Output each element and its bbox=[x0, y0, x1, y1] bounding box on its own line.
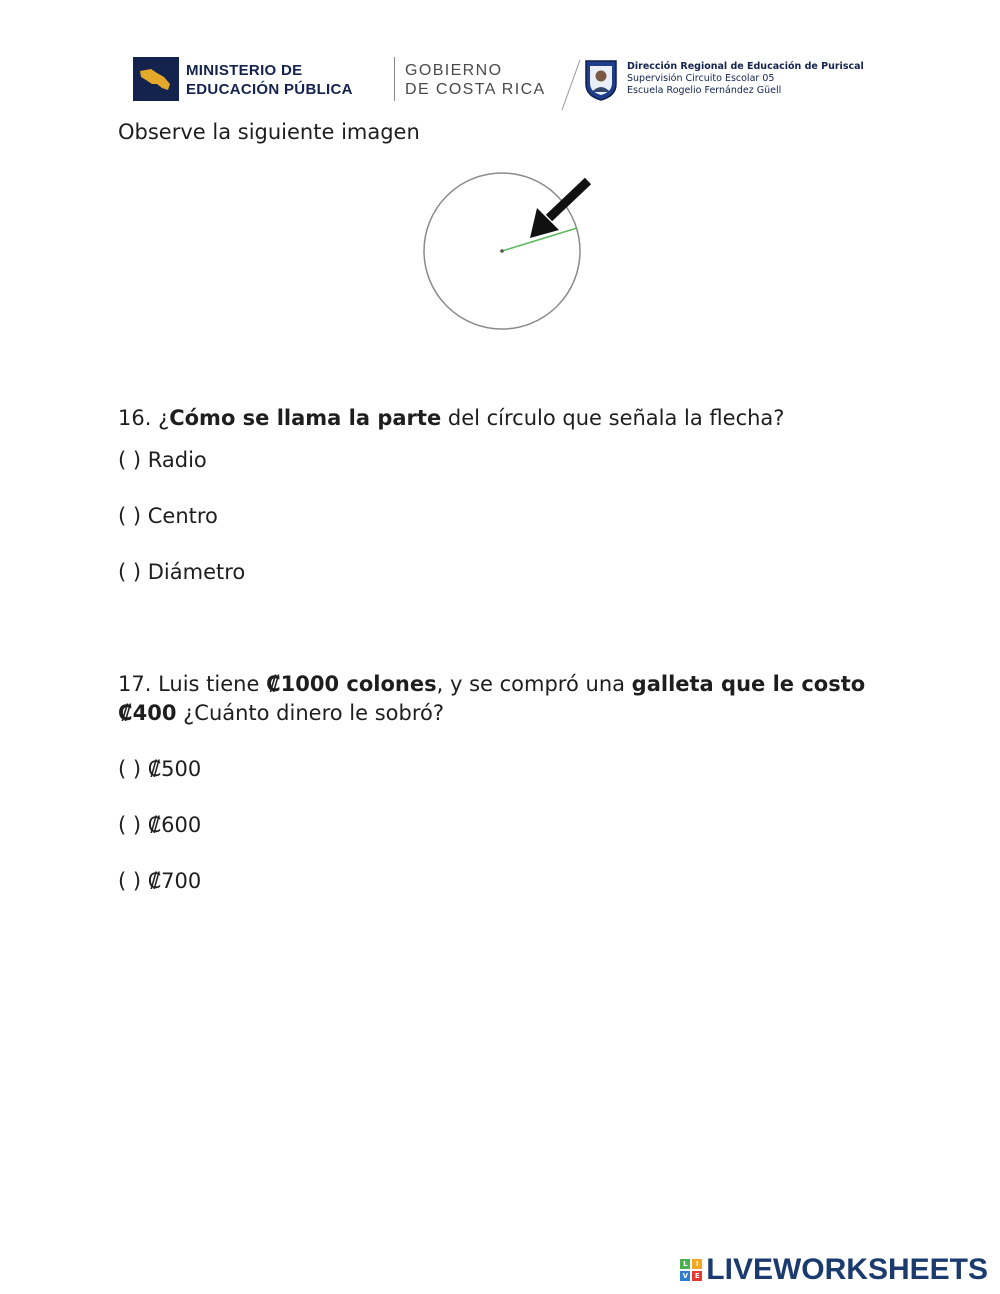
brand-name: LIVEWORKSHEETS bbox=[706, 1253, 988, 1286]
intro-text: Observe la siguiente imagen bbox=[118, 120, 420, 144]
circle-figure bbox=[415, 165, 615, 344]
region-line-3: Escuela Rogelio Fernández Güell bbox=[627, 85, 782, 96]
q16-bold: Cómo se llama la parte bbox=[169, 406, 442, 430]
q16-option-diametro[interactable]: ( ) Diámetro bbox=[118, 560, 246, 584]
ministry-line-2: EDUCACIÓN PÚBLICA bbox=[186, 81, 353, 98]
regional-direction bbox=[627, 61, 864, 97]
government-line-2: DE COSTA RICA bbox=[405, 81, 546, 98]
q17-option-500[interactable]: ( ) ₡500 bbox=[118, 757, 202, 781]
liveworksheets-logo-icon: L I V E bbox=[680, 1259, 702, 1281]
center-point bbox=[500, 249, 504, 253]
q16-rest: del círculo que señala la flecha? bbox=[441, 406, 785, 430]
question-17-line-2 bbox=[118, 699, 444, 727]
q16-option-radio[interactable]: ( ) Radio bbox=[118, 448, 207, 472]
ministry-name bbox=[186, 61, 353, 99]
q17-text-2: , y se compró una bbox=[436, 672, 632, 696]
q17-option-600[interactable]: ( ) ₡600 bbox=[118, 813, 202, 837]
q17-bold-galleta: galleta que le costo bbox=[631, 672, 866, 696]
mep-logo bbox=[133, 57, 179, 101]
q17-option-700[interactable]: ( ) ₡700 bbox=[118, 869, 202, 893]
question-16 bbox=[118, 404, 784, 432]
q17-text-3: ¿Cuánto dinero le sobró? bbox=[176, 701, 444, 725]
government-name bbox=[405, 61, 546, 99]
header-divider bbox=[394, 57, 395, 101]
q17-text-1: 17. Luis tiene bbox=[118, 672, 267, 696]
question-17-line-1 bbox=[118, 670, 865, 698]
ministry-line-1: MINISTERIO DE bbox=[186, 62, 303, 79]
q17-amount-400: ₡400 bbox=[118, 701, 177, 725]
region-line-2: Supervisión Circuito Escolar 05 bbox=[627, 73, 775, 84]
q17-amount-1000: ₡1000 colones bbox=[266, 672, 437, 696]
header-slash bbox=[560, 58, 582, 116]
region-line-1: Dirección Regional de Educación de Puriscal bbox=[627, 61, 864, 72]
arrow-shaft bbox=[549, 181, 588, 218]
q16-number: 16. ¿ bbox=[118, 406, 170, 430]
government-line-1: GOBIERNO bbox=[405, 62, 503, 79]
liveworksheets-brand[interactable] bbox=[680, 1252, 988, 1288]
school-crest-icon bbox=[583, 58, 619, 106]
q16-option-centro[interactable]: ( ) Centro bbox=[118, 504, 218, 528]
